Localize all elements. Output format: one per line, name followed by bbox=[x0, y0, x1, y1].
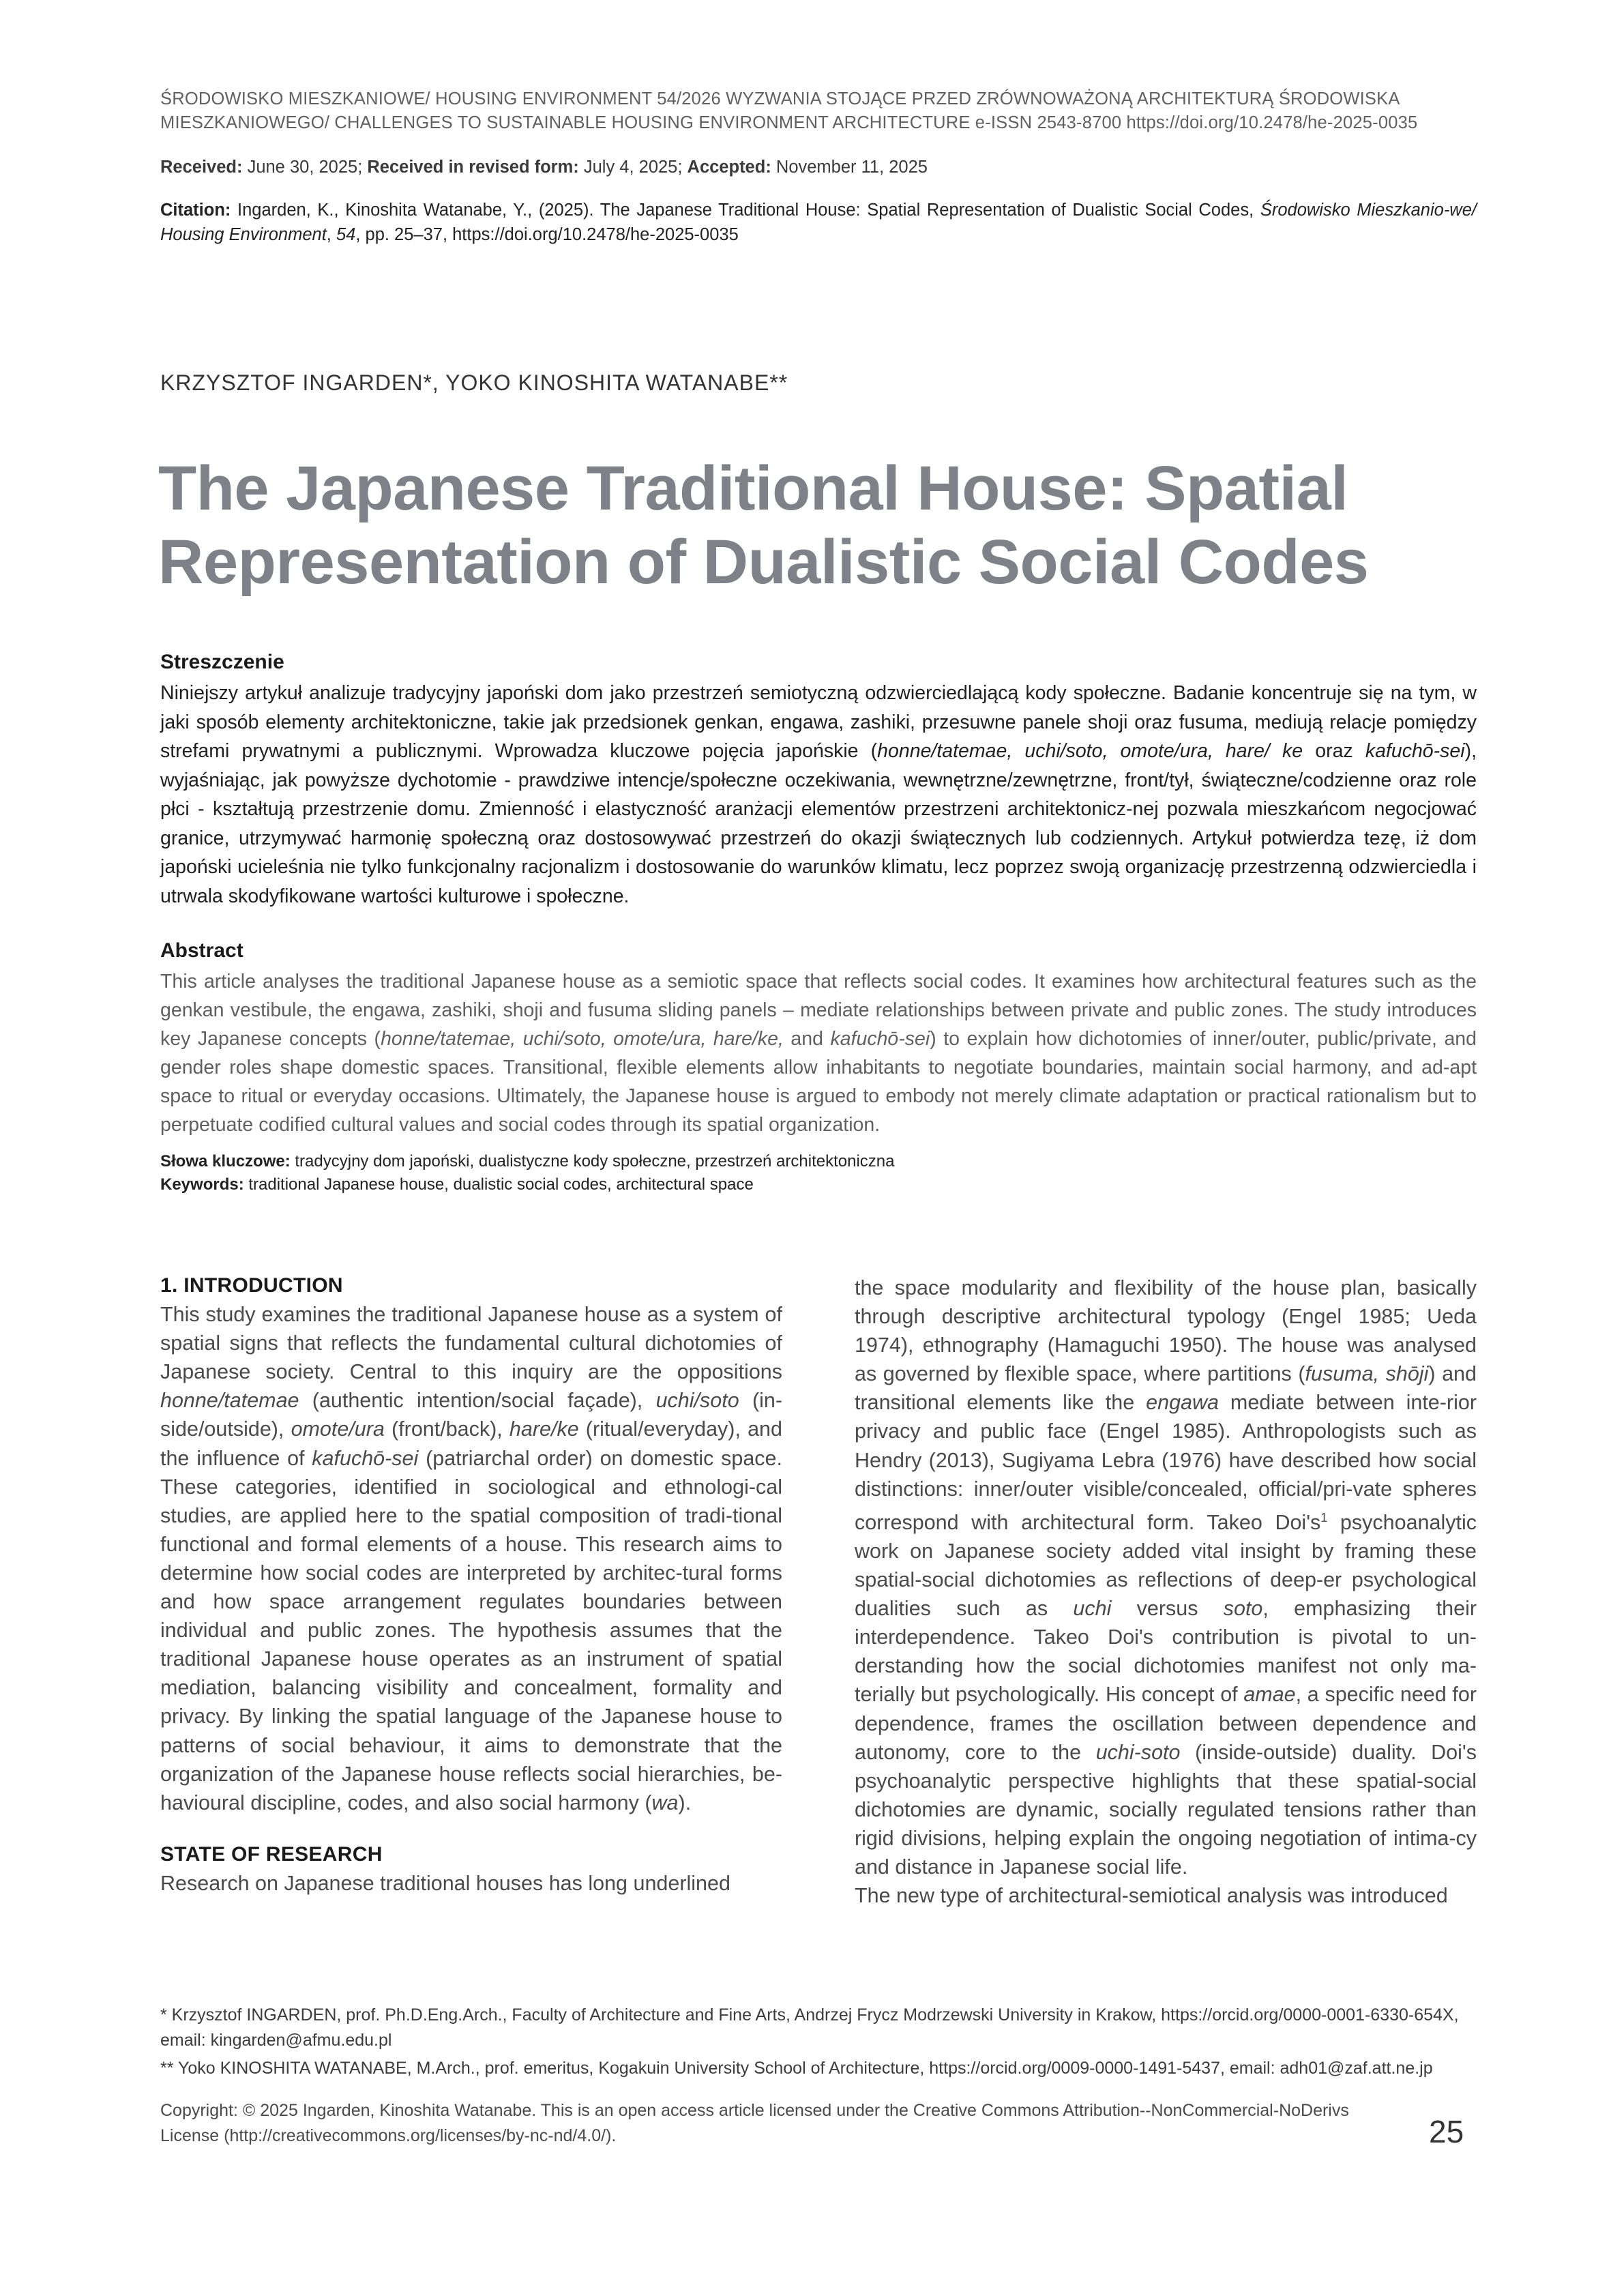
journal-header: ŚRODOWISKO MIESZKANIOWE/ HOUSING ENVIRONMENT 54/2026 WYZWANIA STOJĄCE PRZED ZRÓWNOWAŻONĄ ARCHITEKTURĄ ŚRODOWISKA MIESZKANIOWEGO/ CHALLENGES TO SUSTAINABLE HOUSING ENVIRONMENT ARCHITECTURE e-ISSN 2543-8700 https://doi.org/10.2478/he-2025-0035 bbox=[160, 89, 1418, 132]
intro-t5: (ritual/everyday), and the influence of bbox=[160, 1417, 782, 1470]
streszczenie-part2: oraz bbox=[1303, 740, 1365, 762]
streszczenie-italic1: honne/tatemae, uchi/soto, omote/ura, hare/ ke bbox=[877, 740, 1303, 762]
intro-i3: omote/ura bbox=[291, 1417, 385, 1441]
intro-i6: wa bbox=[651, 1791, 679, 1814]
intro-i2: uchi/soto bbox=[655, 1389, 739, 1413]
rc-t3: mediate between inte-rior privacy and public face (Engel 1985). Anthropologists such as Hendry (2013), Sugiyama Lebra (1976) have described how social distinctions: inner/outer visible/concealed, official/pri-vate spheres correspond with architectural form. Takeo Doi's bbox=[855, 1391, 1477, 1534]
streszczenie-text bbox=[160, 679, 1477, 911]
intro-i5: kafuchō-sei bbox=[312, 1446, 419, 1470]
accepted-date: November 11, 2025 bbox=[771, 158, 928, 177]
citation-journal: Środowisko Mieszkanio-we/ Housing Environment bbox=[160, 201, 1477, 244]
intro-t7: ). bbox=[678, 1791, 692, 1814]
intro-t1: This study examines the traditional Japanese house as a system of spatial signs that reflects the fundamental cultural dichotomies of Japanese society. Central to this inquiry are the oppositions bbox=[160, 1303, 782, 1384]
citation-text: Ingarden, K., Kinoshita Watanabe, Y., (2025). The Japanese Traditional House: Spatial Representation of Dualistic Social Codes, bbox=[231, 201, 1260, 220]
state-of-research-heading: STATE OF RESEARCH bbox=[160, 1842, 383, 1866]
intro-t4: (front/back), bbox=[384, 1417, 509, 1441]
abstract-part3: ) to explain how dichotomies of inner/outer, public/private, and gender roles shape domestic spaces. Transitional, flexible elements allow inhabitants to negotiate boundaries, maintain social harmony, and ad-apt space to ritual or everyday occasions. Ultimately, the Japanese house is argued to embody not merely climate adaptation or practical rationalism but to perpetuate codified cultural values and social codes through its spatial organization. bbox=[160, 1028, 1477, 1136]
right-paragraph-1 bbox=[855, 1274, 1477, 1881]
authors: KRZYSZTOF INGARDEN*, YOKO KINOSHITA WATANABE** bbox=[160, 370, 788, 395]
intro-t6: (patriarchal order) on domestic space. These categories, identified in sociological and ethnologi-cal studies, are applied here to the spatial composition of tradi-tional functional and formal elements of a house. This research aims to determine how social codes are interpreted by architec-tural forms and how space arrangement regulates boundaries between individual and public zones. The hypothesis assumes that the traditional Japanese house operates as an instrument of spatial mediation, balancing visibility and concealment, formality and privacy. By linking the spatial language of the Japanese house to patterns of social behaviour, it aims to demonstrate that the organization of the Japanese house reflects social hierarchies, be-havioural discipline, codes, and also social harmony ( bbox=[160, 1446, 782, 1814]
rc-t7: , a specific need for dependence, frames the oscillation between dependence and autonomy, core to the bbox=[855, 1683, 1477, 1764]
introduction-heading: 1. INTRODUCTION bbox=[160, 1274, 343, 1297]
intro-i1: honne/tatemae bbox=[160, 1389, 299, 1413]
intro-t2: (authentic intention/social façade), bbox=[299, 1389, 656, 1413]
introduction-text bbox=[160, 1300, 782, 1817]
copyright: Copyright: © 2025 Ingarden, Kinoshita Watanabe. This is an open access article licensed under the Creative Commons Attribution--NonCommercial-NoDerivs License (http://creativecommons.org/licenses/by-nc-nd/4.0/). bbox=[160, 2101, 1349, 2145]
rc-t8: (inside-outside) duality. Doi's psychoanalytic perspective highlights that these spatial-social dichotomies are dynamic, socially regulated tensions rather than rigid divisions, helping explain the ongoing negotiation of intima-cy and distance in Japanese social life. bbox=[855, 1740, 1477, 1879]
citation-rest[interactable]: , pp. 25–37, https://doi.org/10.2478/he-2025-0035 bbox=[355, 225, 739, 244]
citation bbox=[160, 198, 1477, 247]
abstract-italic1: honne/tatemae, uchi/soto, omote/ura, hare/ke, bbox=[381, 1028, 784, 1050]
keywords-en-text: traditional Japanese house, dualistic social codes, architectural space bbox=[243, 1175, 754, 1194]
streszczenie-heading: Streszczenie bbox=[160, 651, 284, 673]
right-paragraph-2: The new type of architectural-semiotical analysis was introduced bbox=[855, 1884, 1448, 1908]
page-number: 25 bbox=[1429, 2114, 1464, 2149]
citation-sep: , bbox=[326, 225, 336, 244]
keywords-en bbox=[160, 1173, 1477, 1196]
abstract-heading: Abstract bbox=[160, 939, 243, 962]
keywords-en-label: Keywords: bbox=[160, 1175, 244, 1194]
article-dates bbox=[160, 156, 1477, 179]
abstract-part1: This article analyses the traditional Japanese house as a semiotic space that reflects social codes. It examines how architectural features such as the genkan vestibule, the engawa, zashiki, shoji and fusuma sliding panels – mediate relationships between private and public zones. The study introduces key Japanese concepts ( bbox=[160, 971, 1477, 1050]
rc-t1: the space modularity and flexibility of the house plan, basically through descriptive architectural typology (Engel 1985; Ueda 1974), ethnography (Hamaguchi 1950). The house was analysed as governed by flexible space, where partitions ( bbox=[855, 1276, 1477, 1386]
rc-t4: psychoanalytic work on Japanese society added vital insight by framing these spatial-social dichotomies as reflections of deep-er psychological dualities such as bbox=[855, 1510, 1477, 1621]
keywords bbox=[160, 1150, 1477, 1196]
abstract-italic2: kafuchō-sei bbox=[830, 1028, 930, 1050]
rc-i4: soto bbox=[1223, 1597, 1263, 1621]
received-date: June 30, 2025; bbox=[242, 158, 368, 177]
footnote-author-1: * Krzysztof INGARDEN, prof. Ph.D.Eng.Arch., Faculty of Architecture and Fine Arts, Andrzej Frycz Modrzewski University in Krakow, https://orcid.org/0000-0001-6330-654X, email: kingarden@afmu.edu.pl bbox=[160, 2005, 1459, 2050]
streszczenie-part3: ), wyjaśniając, jak powyższe dychotomie - prawdziwe intencje/społeczne oczekiwania, wewnętrzne/zewnętrzne, front/tył, świąteczne/codzienne oraz role płci - kształtują przestrzenie domu. Zmienność i elastyczność aranżacji elementów przestrzeni architektonicz-nej pozwala mieszkańcom negocjować granice, utrzymywać harmonię społeczną oraz dostosowywać przestrzeń do okazji świątecznych lub codziennych. Artykuł potwierdza tezę, iż dom japoński ucieleśnia nie tylko funkcjonalny racjonalizm i dostosowanie do warunków klimatu, lecz poprzez swoją organizację przestrzenną odzwierciedla i utrwala skodyfikowane wartości kulturowe i społeczne. bbox=[160, 740, 1477, 907]
streszczenie-part1: Niniejszy artykuł analizuje tradycyjny japoński dom jako przestrzeń semiotyczną odzwierciedlającą kody społeczne. Badanie koncentruje się na tym, w jaki sposób elementy architektoniczne, takie jak przedsionek genkan, engawa, zashiki, przesuwne panele shoji oraz fusuma, mediują relacje pomiędzy strefami prywatnymi a publicznymi. Wprowadza kluczowe pojęcia japońskie ( bbox=[160, 682, 1477, 762]
intro-t3: (in-side/outside), bbox=[160, 1389, 782, 1441]
keywords-pl-text: tradycyjny dom japoński, dualistyczne kody społeczne, przestrzeń architektoniczna bbox=[290, 1152, 895, 1171]
footnote-ref-1[interactable]: 1 bbox=[1320, 1510, 1328, 1525]
streszczenie-italic2: kafuchō-sei bbox=[1365, 740, 1465, 762]
rc-t6: , emphasizing their interdependence. Takeo Doi's contribution is pivotal to un-derstanding how the social dichotomies manifest not only ma-terially but psychologically. His concept of bbox=[855, 1597, 1477, 1707]
rc-i6: uchi-soto bbox=[1095, 1740, 1181, 1764]
revised-label: Received in revised form: bbox=[367, 158, 579, 177]
footnotes bbox=[160, 2003, 1477, 2084]
keywords-pl-label: Słowa kluczowe: bbox=[160, 1152, 291, 1171]
state-of-research-text: Research on Japanese traditional houses has long underlined bbox=[160, 1871, 730, 1895]
received-label: Received: bbox=[160, 158, 243, 177]
right-column bbox=[855, 1274, 1477, 1910]
keywords-pl bbox=[160, 1150, 1477, 1173]
rc-t5: versus bbox=[1111, 1597, 1224, 1621]
rc-t2: ) and transitional elements like the bbox=[855, 1362, 1477, 1415]
left-column bbox=[160, 1271, 782, 1898]
intro-i4: hare/ke bbox=[509, 1417, 579, 1441]
rc-i1: fusuma, shōji bbox=[1305, 1362, 1429, 1386]
accepted-label: Accepted: bbox=[687, 158, 771, 177]
rc-i5: amae bbox=[1243, 1683, 1296, 1707]
revised-date: July 4, 2025; bbox=[578, 158, 688, 177]
abstract-part2: and bbox=[783, 1028, 831, 1050]
abstract-text bbox=[160, 967, 1477, 1139]
article-title: The Japanese Traditional House: Spatial Representation of Dualistic Social Codes bbox=[158, 454, 1369, 597]
citation-volume: 54 bbox=[336, 225, 356, 244]
rc-i2: engawa bbox=[1146, 1391, 1219, 1415]
rc-i3: uchi bbox=[1073, 1597, 1112, 1621]
citation-label: Citation: bbox=[160, 201, 231, 220]
footnote-author-2: ** Yoko KINOSHITA WATANABE, M.Arch., prof. emeritus, Kogakuin University School of Architecture, https://orcid.org/0009-0000-1491-5437, email: adh01@zaf.att.ne.jp bbox=[160, 2059, 1433, 2078]
